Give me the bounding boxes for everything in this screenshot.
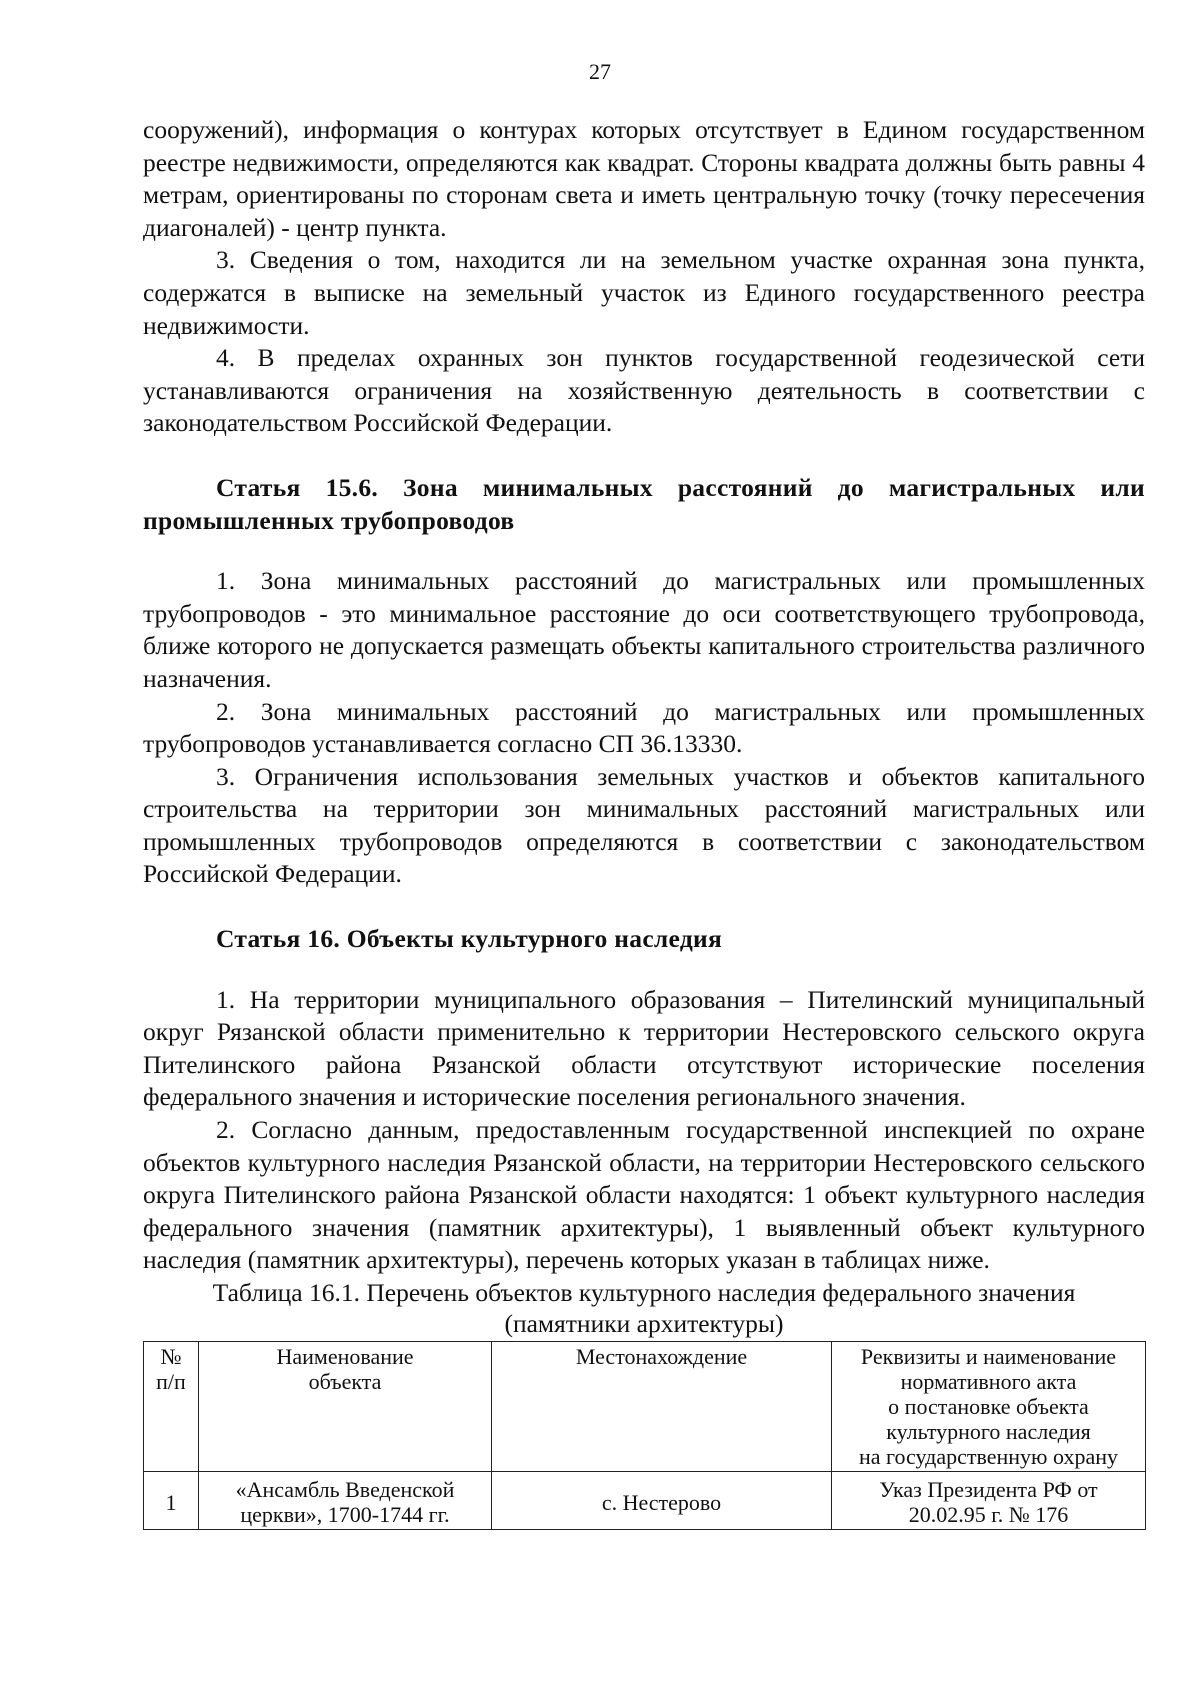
article-15-6-heading: Статья 15.6. Зона минимальных расстояний до магистральных или промышленных трубопроводов [143, 472, 1145, 535]
header-legal-act: Реквизиты и наименование нормативного акта о постановке объекта культурного наследия на государственную охрану [832, 1342, 1146, 1472]
paragraph-3: 3. Сведения о том, находится ли на земельном участке охранная зона пункта, содержатся в выписке на земельный участок из Единого государственного реестра недвижимости. [143, 245, 1145, 340]
article-16-paragraph-1: 1. На территории муниципального образования – Пителинский муниципальный округ Рязанской области применительно к территории Нестеровского сельского округа Пителинского района Рязанской области отсутствуют исторические поселения федерального значения и исторические поселения регионального значения. [143, 984, 1145, 1112]
table-caption-line-2: (памятники архитектуры) [504, 1309, 784, 1338]
article-15-6-paragraph-3: 3. Ограничения использования земельных участков и объектов капитального строительства на территории зон минимальных расстояний магистральных или промышленных трубопроводов определяются в соответствии с законодательством Российской Федерации. [143, 761, 1145, 889]
header-location: Местонахождение [492, 1342, 832, 1472]
header-number: № п/п [144, 1342, 199, 1472]
cell-location: с. Нестерово [492, 1472, 832, 1530]
document-body [143, 114, 1145, 1530]
article-16-paragraph-2: 2. Согласно данным, предоставленным государственной инспекцией по охране объектов культурного наследия Рязанской области, на территории Нестеровского сельского округа Пителинского района Рязанской области находятся: 1 объект культурного наследия федерального значения (памятник архитектуры), 1 выявленный объект культурного наследия (памятник архитектуры), перечень которых указан в таблицах ниже. [143, 1115, 1145, 1275]
header-object-name: Наименование объекта [199, 1342, 492, 1472]
table-caption-line-1: Таблица 16.1. Перечень объектов культурного наследия федерального значения [212, 1278, 1076, 1307]
cell-object-name: «Ансамбль Введенской церкви», 1700-1744 гг. [199, 1472, 492, 1530]
article-15-6-paragraph-1: 1. Зона минимальных расстояний до магистральных или промышленных трубопроводов - это минимальное расстояние до оси соответствующего трубопровода, ближе которого не допускается размещать объекты капитального строительства различного назначения. [143, 566, 1145, 693]
cell-number: 1 [144, 1472, 199, 1530]
page-number: 27 [589, 59, 611, 84]
table-row [144, 1472, 1146, 1530]
article-16-heading: Статья 16. Объекты культурного наследия [216, 924, 723, 954]
paragraph-4: 4. В пределах охранных зон пунктов государственной геодезической сети устанавливаются ограничения на хозяйственную деятельность в соответствии с законодательством Российской Федерации. [143, 343, 1145, 438]
table-header-row [144, 1342, 1146, 1472]
heritage-objects-table [143, 1341, 1146, 1530]
paragraph-continuation: сооружений), информация о контурах которых отсутствует в Едином государственном реестре недвижимости, определяются как квадрат. Стороны квадрата должны быть равны 4 метрам, ориентированы по сторонам света и иметь центральную точку (точку пересечения диагоналей) - центр пункта. [143, 115, 1145, 242]
table-caption [143, 1277, 1145, 1339]
article-15-6-paragraph-2: 2. Зона минимальных расстояний до магистральных или промышленных трубопроводов устанавливается согласно СП 36.13330. [143, 696, 1145, 759]
cell-legal-act: Указ Президента РФ от 20.02.95 г. № 176 [832, 1472, 1146, 1530]
